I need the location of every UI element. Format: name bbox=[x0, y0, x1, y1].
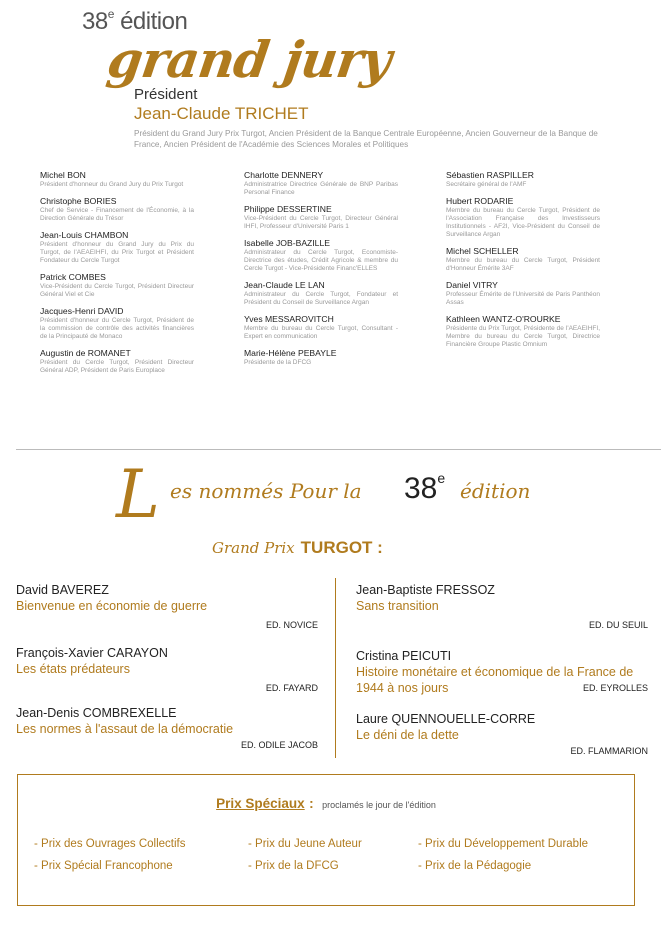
jury-member bbox=[244, 204, 398, 231]
grand-prix-turgot: TURGOT : bbox=[300, 538, 383, 557]
nominees-title-edition: 38e bbox=[404, 470, 446, 505]
nominee-publisher: ED. NOVICE bbox=[265, 620, 318, 630]
section-divider bbox=[16, 449, 661, 450]
prize-item: - Prix du Jeune Auteur bbox=[248, 838, 362, 850]
jury-member-name: Christophe BORIES bbox=[40, 196, 117, 206]
jury-member-name: Isabelle JOB-BAZILLE bbox=[244, 238, 330, 248]
nominee-publisher: ED. FAYARD bbox=[265, 683, 318, 693]
jury-member bbox=[446, 196, 600, 239]
nominee-book: Les états prédateurs bbox=[16, 662, 130, 676]
jury-member bbox=[244, 314, 398, 341]
jury-member-name: Patrick COMBES bbox=[40, 272, 106, 282]
jury-member-role: Président du Cercle Turgot, Président Directeur Général ADP, Président de Paris Europlace bbox=[40, 359, 194, 374]
nominee-publisher: ED. ODILE JACOB bbox=[240, 740, 318, 750]
jury-member-name: Jean-Louis CHAMBON bbox=[40, 230, 129, 240]
jury-member bbox=[40, 196, 194, 223]
jury-member bbox=[40, 272, 194, 299]
jury-member-role: Vice-Président du Cercle Turgot, Président Directeur Général Viel et Cie bbox=[40, 283, 194, 298]
nominee-author: David BAVEREZ bbox=[16, 583, 109, 597]
nominee-author: François-Xavier CARAYON bbox=[16, 646, 168, 660]
jury-member-role: Chef de Service - Financement de l'Économie, à la Direction Générale du Trésor bbox=[40, 207, 194, 222]
jury-member bbox=[446, 280, 600, 307]
jury-member bbox=[40, 306, 194, 341]
prix-speciaux-heading: Prix Spéciaux : proclamés le jour de l'édition bbox=[216, 796, 436, 811]
prize-item: - Prix de la Pédagogie bbox=[418, 860, 532, 872]
nominee-2 bbox=[16, 645, 318, 693]
jury-member-role: Administrateur du Cercle Turgot, Fondateur et Président du Conseil de Surveillance Argan bbox=[244, 291, 398, 306]
jury-member-role: Administratrice Directrice Générale de BNP Paribas Personal Finance bbox=[244, 181, 398, 196]
president-label: Président bbox=[134, 86, 198, 103]
jury-member bbox=[244, 238, 398, 273]
nominee-4 bbox=[356, 582, 648, 630]
nominee-publisher: ED. FLAMMARION bbox=[570, 746, 648, 756]
nominee-author: Cristina PEICUTI bbox=[356, 649, 452, 663]
jury-member bbox=[40, 170, 194, 189]
jury-member-role: Membre du bureau du Cercle Turgot, Président de l'Association Française des Investisseurs Institutionnels - AF2I, Vice-Président du Conseil de Surveillance Argan bbox=[446, 207, 600, 238]
jury-member bbox=[244, 170, 398, 197]
jury-member-role: Vice-Président du Cercle Turgot, Directeur Général IHFI, Professeur d'Université Paris 1 bbox=[244, 215, 398, 230]
jury-member bbox=[446, 170, 600, 189]
jury-member-name: Sébastien RASPILLER bbox=[446, 170, 534, 180]
jury-member-role: Membre du bureau du Cercle Turgot, Consultant - Expert en communication bbox=[244, 325, 398, 340]
jury-member bbox=[244, 280, 398, 307]
jury-member-name: Marie-Hélène PEBAYLE bbox=[244, 348, 337, 358]
grand-prix-heading bbox=[212, 538, 383, 558]
jury-member-name: Yves MESSAROVITCH bbox=[244, 314, 334, 324]
nominee-book: Bienvenue en économie de guerre bbox=[16, 599, 208, 613]
jury-member-name: Jean-Claude LE LAN bbox=[244, 280, 325, 290]
jury-member-name: Michel BON bbox=[40, 170, 86, 180]
nominee-author: Laure QUENNOUELLE-CORRE bbox=[356, 712, 536, 726]
nominees-divider bbox=[335, 578, 336, 758]
jury-member-role: Secrétaire général de l'AMF bbox=[446, 181, 527, 188]
jury-column-1 bbox=[40, 170, 194, 382]
jury-member bbox=[40, 230, 194, 265]
nominees-title bbox=[108, 455, 608, 535]
jury-member-role: Président d'honneur du Grand Jury du Prix Turgot bbox=[40, 181, 184, 188]
nominee-author: Jean-Baptiste FRESSOZ bbox=[356, 583, 495, 597]
nominee-publisher: ED. DU SEUIL bbox=[588, 620, 648, 630]
president-name: Jean-Claude TRICHET bbox=[134, 104, 309, 123]
nominee-3 bbox=[16, 705, 318, 750]
nominee-book: Les normes à l'assaut de la démocratie bbox=[16, 722, 234, 736]
jury-member-name: Jacques-Henri DAVID bbox=[40, 306, 124, 316]
jury-member-role: Présidente de la DFCG bbox=[244, 359, 312, 366]
jury-member bbox=[244, 348, 398, 367]
nominee-publisher: ED. EYROLLES bbox=[582, 683, 648, 693]
jury-member bbox=[446, 314, 600, 349]
nominee-5 bbox=[356, 648, 648, 693]
prix-speciaux-title: Prix Spéciaux bbox=[216, 796, 305, 811]
jury-member-name: Daniel VITRY bbox=[446, 280, 498, 290]
grand-prix-script: Grand Prix bbox=[212, 539, 295, 557]
jury-member-name: Kathleen WANTZ-O'ROURKE bbox=[446, 314, 561, 324]
nominee-book: Histoire monétaire et économique de la France de 1944 à nos jours bbox=[356, 665, 634, 695]
jury-member-role: Présidente du Prix Turgot, Présidente de l'AEAEIHFI, Membre du bureau du Cercle Turgot, Directrice Financière Groupe Plastic Omnium bbox=[446, 325, 600, 348]
jury-member-name: Augustin de ROMANET bbox=[40, 348, 131, 358]
president-description: Président du Grand Jury Prix Turgot, Ancien Président de la Banque Centrale Européenne, Ancien Gouverneur de la Banque de France, Ancien Président de l'Académie des Sciences Morales et Politiques bbox=[134, 129, 598, 149]
prix-speciaux-subtitle: proclamés le jour de l'édition bbox=[322, 800, 436, 810]
jury-member-role: Administrateur du Cercle Turgot, Economiste-Directrice des études, Crédit Agricole & membre du Cercle Turgot - Vice-Présidente Financ'ELLES bbox=[244, 249, 398, 272]
prix-speciaux-box bbox=[17, 774, 635, 906]
nominee-6 bbox=[356, 711, 648, 756]
nominee-book: Sans transition bbox=[356, 599, 439, 613]
jury-member-role: Professeur Émérite de l'Université de Paris Panthéon Assas bbox=[446, 291, 600, 306]
jury-column-2 bbox=[244, 170, 398, 374]
grand-jury-title: grand jury bbox=[103, 30, 395, 89]
jury-member-role: Président d'honneur du Cercle Turgot, Président de la commission de contrôle des activités financières de la Principauté de Monaco bbox=[40, 317, 194, 340]
jury-member bbox=[40, 348, 194, 375]
jury-member-name: Charlotte DENNERY bbox=[244, 170, 324, 180]
edition-heading: 38e édition bbox=[82, 7, 188, 35]
prize-item: - Prix des Ouvrages Collectifs bbox=[34, 838, 186, 850]
nominees-title-word: édition bbox=[460, 479, 531, 503]
nominee-book: Le déni de la dette bbox=[356, 728, 459, 742]
jury-member-role: Président d'honneur du Grand Jury du Prix du Turgot, de l'AEAEIHFI, du Prix Turgot et Président Fondateur du Cercle Turgot bbox=[40, 241, 194, 264]
jury-member-name: Hubert RODARIE bbox=[446, 196, 514, 206]
nominee-1 bbox=[16, 582, 318, 630]
jury-member bbox=[446, 246, 600, 273]
prize-item: - Prix du Développement Durable bbox=[418, 838, 589, 850]
jury-column-3 bbox=[446, 170, 600, 356]
prize-item: - Prix de la DFCG bbox=[248, 860, 339, 872]
nominees-title-text: es nommés Pour la bbox=[170, 479, 362, 503]
nominee-author: Jean-Denis COMBREXELLE bbox=[16, 706, 177, 720]
prize-item: - Prix Spécial Francophone bbox=[34, 860, 173, 872]
nominees-title-initial: L bbox=[116, 456, 160, 533]
jury-member-name: Philippe DESSERTINE bbox=[244, 204, 332, 214]
jury-member-name: Michel SCHELLER bbox=[446, 246, 519, 256]
jury-member-role: Membre du bureau du Cercle Turgot, Président d'Honneur Émérite 3AF bbox=[446, 257, 600, 272]
